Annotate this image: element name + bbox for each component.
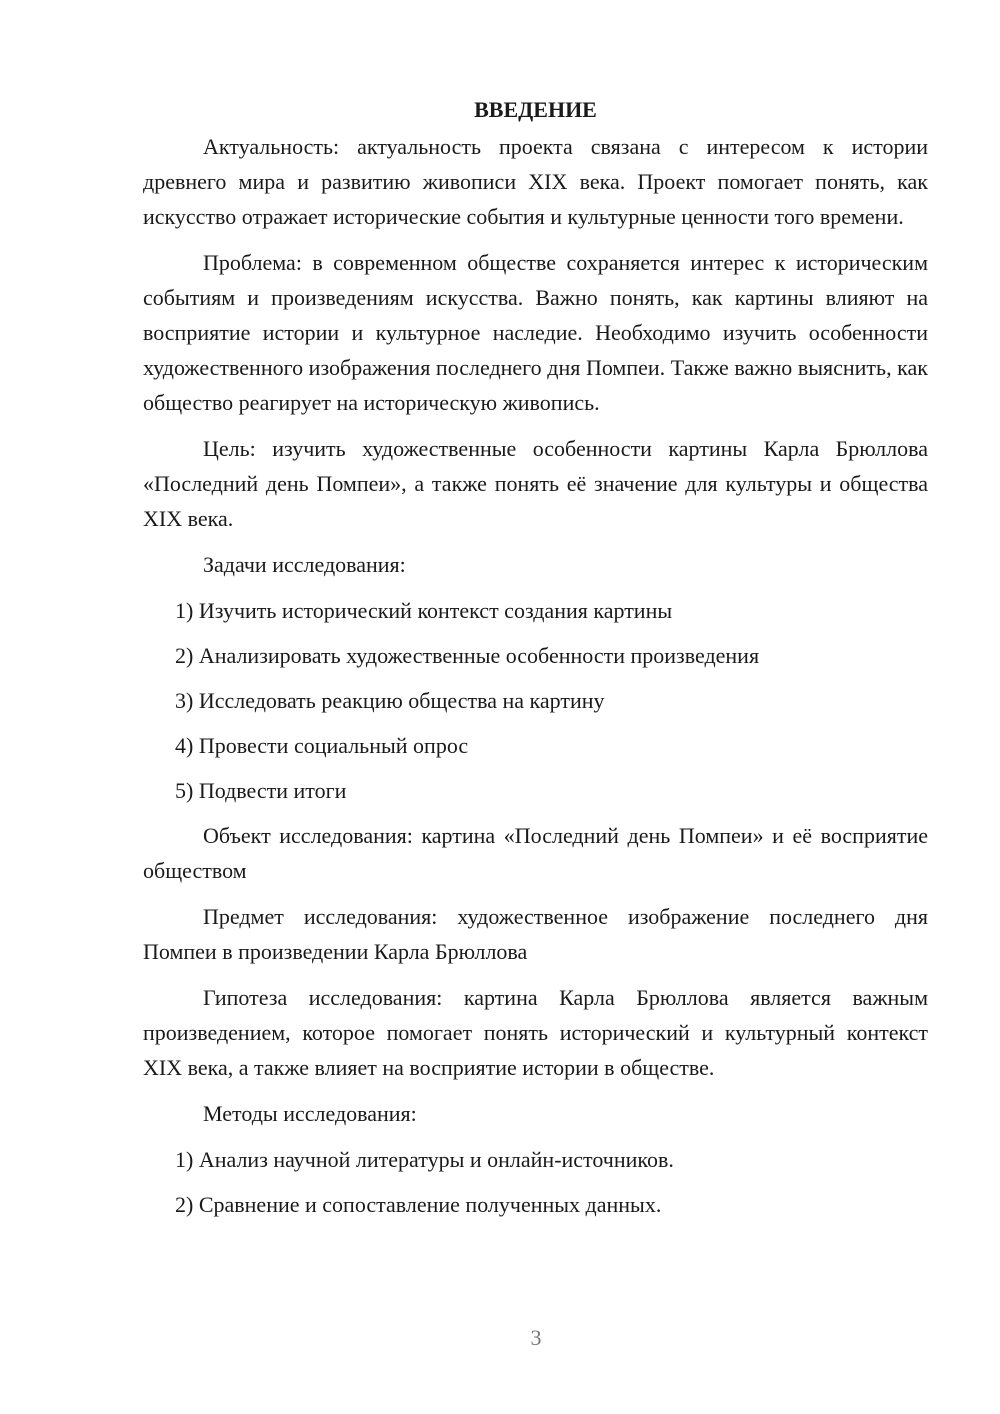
section-title: ВВЕДЕНИЕ [474, 97, 597, 122]
object-paragraph: Объект исследования: картина «Последний день Помпеи» и её восприятие обществом [143, 823, 928, 883]
methods-heading: Методы исследования: [203, 1101, 417, 1126]
tasks-heading: Задачи исследования: [203, 552, 406, 577]
task-item: 2) Анализировать художественные особенности произведения [175, 643, 760, 668]
hypothesis-paragraph: Гипотеза исследования: картина Карла Брюллова является важным произведением, которое помогает понять исторический и культурный контекст XIX века, а также влияет на восприятие истории в обществе. [143, 985, 928, 1080]
page-number: 3 [530, 1325, 542, 1350]
relevance-paragraph: Актуальность: актуальность проекта связана с интересом к истории древнего мира и развитию живописи XIX века. Проект помогает понять, как искусство отражает исторические события и культурные ценности того времени. [143, 134, 928, 229]
methods-list [143, 1142, 928, 1222]
goal-paragraph: Цель: изучить художественные особенности картины Карла Брюллова «Последний день Помпеи», а также понять её значение для культуры и общества XIX века. [143, 436, 928, 531]
task-item: 3) Исследовать реакцию общества на картину [175, 688, 605, 713]
method-item: 1) Анализ научной литературы и онлайн-источников. [175, 1147, 674, 1172]
task-item: 4) Провести социальный опрос [175, 733, 469, 758]
subject-paragraph: Предмет исследования: художественное изображение последнего дня Помпеи в произведении Карла Брюллова [143, 904, 928, 964]
problem-paragraph: Проблема: в современном обществе сохраняется интерес к историческим событиям и произведениям искусства. Важно понять, как картины влияют на восприятие истории и культурное наследие. Необходимо изучить особенности художественного изображения последнего дня Помпеи. Также важно выяснить, как общество реагирует на историческую живопись. [143, 250, 928, 415]
task-item: 1) Изучить исторический контекст создания картины [175, 598, 673, 623]
document-page [143, 92, 928, 1232]
method-item: 2) Сравнение и сопоставление полученных данных. [175, 1192, 662, 1217]
task-item: 5) Подвести итоги [175, 778, 347, 803]
tasks-list [143, 593, 928, 808]
